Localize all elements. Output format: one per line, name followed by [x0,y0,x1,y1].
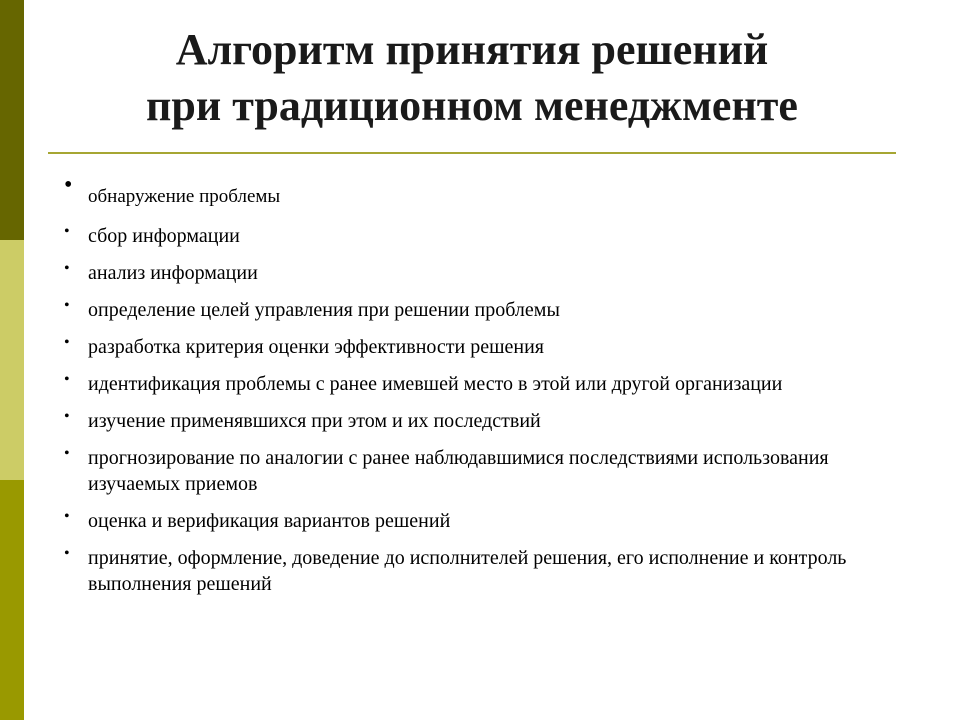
title-divider [48,152,896,154]
list-item [60,408,860,434]
bullet-dot-icon: • [64,445,70,462]
bullet-dot-icon: • [64,260,70,277]
bullet-dot-icon: • [64,371,70,388]
list-item-text: анализ информации [88,262,258,284]
list-item-text: принятие, оформление, доведение до исполнителей решения, его исполнение и контроль выполнения решений [88,547,847,595]
slide-title [48,22,896,134]
bullet-dot-icon: • [64,545,70,562]
list-item-text: изучение применявшихся при этом и их последствий [88,410,541,432]
list-item-text: определение целей управления при решении проблемы [88,299,560,321]
bullet-dot-icon: • [64,334,70,351]
list-item [60,545,860,597]
bullet-dot-icon: • [64,297,70,314]
list-item-text: сбор информации [88,225,240,247]
list-item [60,508,860,534]
list-item-text: обнаружение проблемы [88,186,281,207]
list-item-text: разработка критерия оценки эффективности решения [88,336,545,358]
list-item [60,445,860,497]
title-line-2: при традиционном менеджменте [146,81,798,130]
bullet-dot-icon: • [64,508,70,525]
bullet-dot-icon: • [64,408,70,425]
list-item [60,334,860,360]
list-item [60,172,860,210]
list-item [60,371,860,397]
list-item-text: идентификация проблемы с ранее имевшей место в этой или другой организации [88,373,783,395]
list-item-text: оценка и верификация вариантов решений [88,510,451,532]
bullet-dot-icon: • [64,223,70,240]
title-line-1: Алгоритм принятия решений [175,25,769,74]
list-item [60,260,860,286]
bullet-list [60,172,860,608]
decorative-stripe-middle [0,240,24,480]
decorative-stripe-top [0,0,24,240]
bullet-dot-icon: • [64,172,73,198]
list-item [60,297,860,323]
decorative-stripe-bottom [0,480,24,720]
list-item [60,223,860,249]
list-item-text: прогнозирование по аналогии с ранее наблюдавшимися последствиями использования изучаемых приемов [88,447,829,495]
